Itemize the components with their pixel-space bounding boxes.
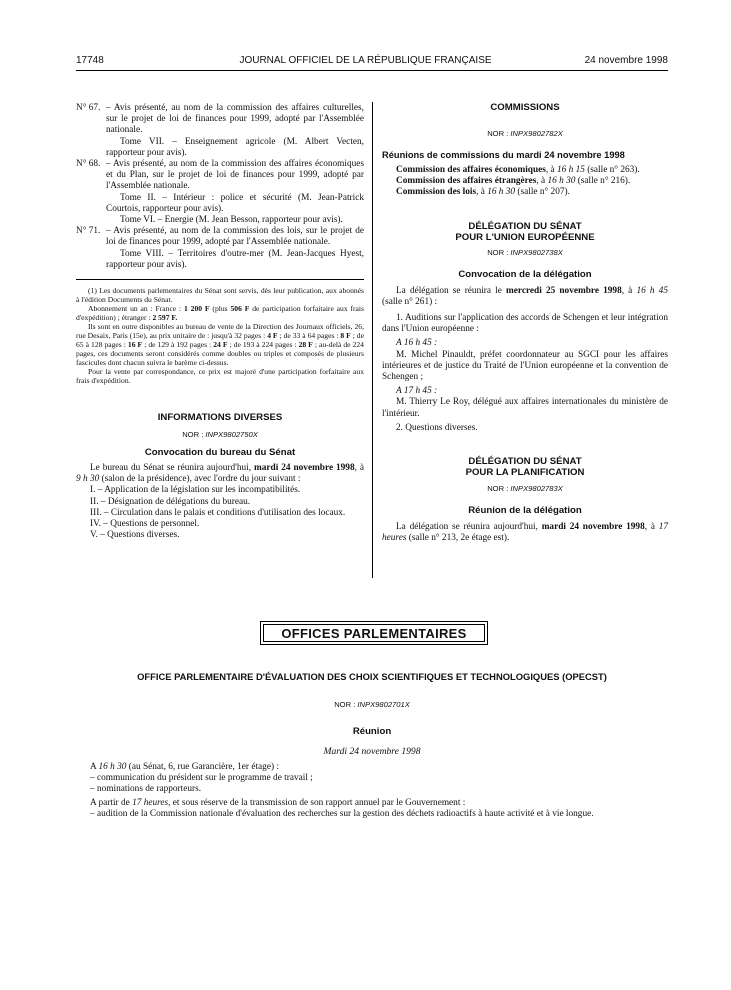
agenda-line: – communication du président sur le programme de travail ;	[90, 773, 313, 784]
title-line: POUR LA PLANIFICATION	[465, 467, 585, 479]
report-tome: Tome II. – Intérieur : police et sécurité (M. Jean-Patrick Courtois, rapporteur pour avis).	[106, 192, 364, 214]
journal-title: JOURNAL OFFICIEL DE LA RÉPUBLIQUE FRANÇAISE	[239, 55, 492, 66]
speaker: M. Thierry Le Roy, délégué aux affaires internationales du ministère de l'intérieur.	[382, 397, 668, 419]
column-divider	[372, 102, 373, 578]
delegation-intro: La délégation se réunira le mercredi 25 novembre 1998, à 16 h 45 (salle n° 261) :	[382, 285, 668, 307]
section-title	[382, 221, 668, 243]
footnote-para: Pour la vente par correspondance, ce prix est majoré d'une participation forfaitaire aux frais d'expédition.	[76, 367, 364, 386]
office-subtitle: Réunion	[352, 726, 392, 737]
agenda-line: A 16 h 30 (au Sénat, 6, rue Garancière, 1er étage) :	[90, 762, 279, 772]
right-column	[382, 102, 668, 544]
footnote-rule	[76, 279, 364, 280]
agenda-item: III. – Circulation dans le palais et conditions d'utilisation des locaux.	[90, 507, 346, 518]
report-entry	[76, 159, 364, 193]
section-subtitle: Réunions de commissions du mardi 24 novembre 1998	[382, 150, 625, 160]
report-text: – Avis présenté, au nom de la commission des affaires culturelles, sur le projet de loi de finances pour 1999, adopté par l'Assemblée nationale.	[106, 103, 364, 136]
header-rule	[76, 70, 668, 71]
office-agenda	[76, 762, 668, 820]
report-number: N° 67.	[76, 103, 101, 113]
nor-reference: NOR : INPX9802701X	[334, 700, 410, 709]
footnote-para: (1) Les documents parlementaires du Sénat sont servis, dès leur publication, aux abonnés à l'édition Documents du Sénat.	[76, 286, 364, 305]
report-tome: Tome VI. – Energie (M. Jean Besson, rapporteur pour avis).	[120, 215, 343, 226]
agenda-item: 2. Questions diverses.	[396, 422, 478, 433]
commission-item: Commission des affaires économiques, à 16 h 15 (salle n° 263).	[396, 165, 640, 175]
offices-banner-title: OFFICES PARLEMENTAIRES	[281, 625, 467, 641]
report-entry	[76, 226, 364, 248]
report-list	[76, 103, 364, 271]
section-subtitle: Convocation du bureau du Sénat	[144, 447, 296, 459]
commission-list	[382, 165, 668, 199]
agenda-line: – audition de la Commission nationale d'évaluation des recherches sur la gestion des déchets radioactifs à haute activité et à vie longue.	[90, 808, 594, 819]
report-text: – Avis présenté, au nom de la commission des affaires économiques et du Plan, sur le projet de loi de finances pour 1999, adopté par l'Assemblée nationale.	[106, 159, 364, 192]
section-title	[382, 456, 668, 478]
report-text: – Avis présenté, au nom de la commission des lois, sur le projet de loi de finances pour 1999, adopté par l'Assemblée nationale.	[106, 226, 364, 248]
title-line: DÉLÉGATION DU SÉNAT	[468, 456, 582, 468]
commission-item: Commission des affaires étrangères, à 16 h 30 (salle n° 216).	[396, 176, 631, 187]
report-tome: Tome VII. – Enseignement agricole (M. Albert Vecten, rapporteur pour avis).	[106, 136, 364, 158]
nor-reference: NOR : INPX9802783X	[487, 484, 563, 494]
commission-item: Commission des lois, à 16 h 30 (salle n° 207).	[396, 187, 570, 198]
meeting-notice: La délégation se réunira aujourd'hui, mardi 24 novembre 1998, à 17 heures (salle n° 213, 2e étage est).	[382, 522, 669, 544]
header-date: 24 novembre 1998	[584, 55, 668, 66]
left-column	[76, 103, 364, 541]
delegation-ue-body	[382, 286, 668, 434]
agenda-item: I. – Application de la législation sur les incompatibilités.	[90, 485, 301, 496]
footnote-para: Ils sont en outre disponibles au bureau de vente de la Direction des Journaux officiels, 26, rue Desaix, Paris (15e), au prix unitaire de : jusqu'à 32 pages : 4 F ; de 33 à 64 pages : 8 F ; de 65 à 128 pages : 16 F ; de 129 à 192 pages : 24 F ; de 193 à 224 pages : 28 F ; au-delà de 224 pages, ces documents seront considérés comme doubles ou triples et composés de plusieurs fascicules dont chacun suivra le barème ci-dessus.	[76, 322, 364, 368]
section-title: INFORMATIONS DIVERSES	[157, 412, 283, 424]
delegation-plan-body	[382, 522, 668, 544]
agenda-item: V. – Questions diverses.	[90, 530, 180, 541]
report-entry	[76, 103, 364, 137]
offices-banner-inner	[263, 624, 485, 642]
time-slot: A 16 h 45 :	[396, 338, 438, 349]
nor-reference: NOR : INPX9802738X	[487, 247, 563, 257]
report-tome: Tome VIII. – Territoires d'outre-mer (M. Jean-Jacques Hyest, rapporteur pour avis).	[106, 248, 364, 270]
offices-banner	[260, 621, 488, 645]
agenda-line: – nominations de rapporteurs.	[90, 784, 202, 795]
footnote	[76, 286, 364, 385]
time-slot: A 17 h 45 :	[396, 386, 438, 397]
report-number: N° 68.	[76, 159, 101, 170]
nor-reference: NOR : INPX9802782X	[487, 129, 563, 138]
report-number: N° 71.	[76, 226, 101, 237]
title-line: DÉLÉGATION DU SÉNAT	[468, 220, 582, 232]
title-line: POUR L'UNION EUROPÉENNE	[455, 231, 595, 243]
section-subtitle: Convocation de la délégation	[458, 268, 592, 280]
office-date: Mardi 24 novembre 1998	[323, 746, 421, 757]
agenda-item: 1. Auditions sur l'application des accords de Schengen et leur intégration dans l'Union européenne :	[382, 313, 668, 335]
office-title: OFFICE PARLEMENTAIRE D'ÉVALUATION DES CHOIX SCIENTIFIQUES ET TECHNOLOGIQUES (OPECST)	[137, 671, 607, 682]
speaker: M. Michel Pinauldt, préfet coordonnateur au SGCI pour les affaires intérieures et de justice du Traité de l'Union européenne et la convention de Schengen ;	[382, 349, 668, 383]
section-title: COMMISSIONS	[490, 102, 560, 113]
agenda-item: II. – Désignation de délégations du bureau.	[90, 496, 251, 507]
bureau-convocation	[76, 463, 364, 541]
section-subtitle: Réunion de la délégation	[468, 505, 582, 517]
agenda-item: IV. – Questions de personnel.	[90, 519, 200, 530]
agenda-line: A partir de 17 heures, et sous réserve de la transmission de son rapport annuel par le Gouvernement :	[90, 797, 466, 808]
page-number: 17748	[76, 55, 104, 66]
footnote-para: Abonnement un an : France : 1 200 F (plus 506 F de participation forfaitaire aux frais d'expédition) ; étranger : 2 597 F.	[76, 304, 364, 323]
convocation-intro: Le bureau du Sénat se réunira aujourd'hui, mardi 24 novembre 1998, à 9 h 30 (salon de la présidence), avec l'ordre du jour suivant :	[76, 463, 365, 485]
nor-reference: NOR : INPX9802750X	[182, 430, 258, 440]
